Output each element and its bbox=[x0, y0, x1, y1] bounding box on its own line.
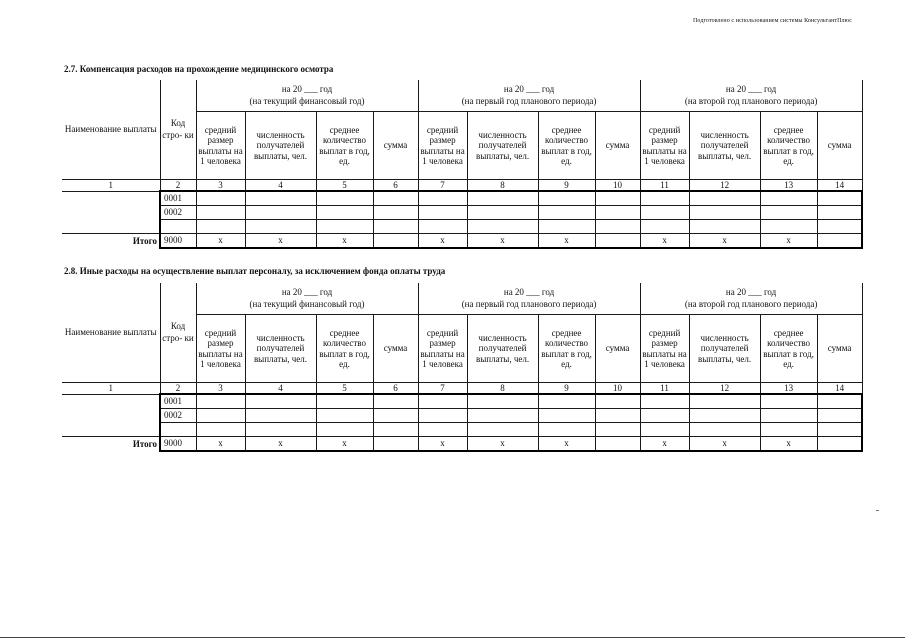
table-row bbox=[62, 206, 862, 220]
total-sum-cell bbox=[595, 437, 640, 452]
column-header-avg-count: среднее количество выплат в год, ед. bbox=[316, 112, 373, 180]
data-cell bbox=[373, 220, 418, 234]
column-number: 13 bbox=[760, 383, 817, 395]
data-cell bbox=[760, 220, 817, 234]
total-x-mark: x bbox=[196, 234, 245, 249]
column-number: 9 bbox=[538, 180, 595, 192]
data-cell bbox=[245, 394, 316, 409]
data-cell bbox=[689, 409, 760, 423]
data-cell bbox=[689, 220, 760, 234]
data-cell bbox=[760, 409, 817, 423]
column-number: 14 bbox=[817, 383, 862, 395]
data-cell bbox=[538, 206, 595, 220]
column-number: 3 bbox=[196, 180, 245, 192]
row-name-cell bbox=[62, 220, 160, 234]
column-number: 4 bbox=[245, 383, 316, 395]
data-cell bbox=[316, 394, 373, 409]
data-cell bbox=[467, 220, 538, 234]
row-name-cell bbox=[62, 206, 160, 220]
row-code-cell: 0002 bbox=[160, 206, 196, 220]
data-cell bbox=[640, 423, 689, 437]
column-number: 11 bbox=[640, 180, 689, 192]
data-cell bbox=[760, 206, 817, 220]
row-code-cell: 0002 bbox=[160, 409, 196, 423]
period-header bbox=[418, 283, 640, 315]
data-cell bbox=[373, 191, 418, 206]
total-x-mark: x bbox=[316, 234, 373, 249]
column-number: 8 bbox=[467, 383, 538, 395]
row-code-cell: 0001 bbox=[160, 394, 196, 409]
column-number: 10 bbox=[595, 383, 640, 395]
column-number: 6 bbox=[373, 180, 418, 192]
column-number: 3 bbox=[196, 383, 245, 395]
column-header-sum: сумма bbox=[817, 112, 862, 180]
row-name-cell bbox=[62, 409, 160, 423]
data-cell bbox=[817, 423, 862, 437]
total-x-mark: x bbox=[689, 437, 760, 452]
row-name-cell bbox=[62, 191, 160, 206]
column-header-code: Код стро- ки bbox=[160, 80, 196, 180]
data-cell bbox=[418, 423, 467, 437]
data-cell bbox=[760, 394, 817, 409]
period-year-label: на 20 ___ год bbox=[503, 84, 555, 95]
column-header-sum: сумма bbox=[373, 315, 418, 383]
period-header bbox=[640, 80, 862, 112]
data-cell bbox=[316, 191, 373, 206]
column-header-avg-count: среднее количество выплат в год, ед. bbox=[760, 112, 817, 180]
data-cell bbox=[595, 394, 640, 409]
column-number: 8 bbox=[467, 180, 538, 192]
column-header-code: Код стро- ки bbox=[160, 283, 196, 383]
total-sum-cell bbox=[817, 437, 862, 452]
column-number: 11 bbox=[640, 383, 689, 395]
data-cell bbox=[538, 220, 595, 234]
data-cell bbox=[817, 191, 862, 206]
data-cell bbox=[595, 206, 640, 220]
data-cell bbox=[418, 409, 467, 423]
period-subtitle: (на первый год планового периода) bbox=[461, 298, 597, 309]
total-label: Итого bbox=[62, 437, 160, 452]
period-subtitle: (на текущий финансовый год) bbox=[249, 298, 365, 309]
data-cell bbox=[538, 409, 595, 423]
data-cell bbox=[245, 191, 316, 206]
total-sum-cell bbox=[817, 234, 862, 249]
data-cell bbox=[538, 191, 595, 206]
data-cell bbox=[467, 191, 538, 206]
data-cell bbox=[467, 409, 538, 423]
data-cell bbox=[196, 409, 245, 423]
total-x-mark: x bbox=[760, 437, 817, 452]
column-header-avg-payment: средний размер выплаты на 1 человека bbox=[418, 112, 467, 180]
period-subtitle: (на второй год планового периода) bbox=[684, 298, 818, 309]
data-cell bbox=[373, 423, 418, 437]
data-cell bbox=[817, 220, 862, 234]
total-x-mark: x bbox=[196, 437, 245, 452]
period-header bbox=[196, 283, 418, 315]
total-label: Итого bbox=[62, 234, 160, 249]
page-header-note: Подготовлено с использованием системы КонсультантПлюс bbox=[693, 18, 852, 24]
section-title: 2.8. Иные расходы на осуществление выплат персоналу, за исключением фонда оплаты труда bbox=[64, 266, 446, 276]
column-header-avg-payment: средний размер выплаты на 1 человека bbox=[640, 315, 689, 383]
data-cell bbox=[196, 220, 245, 234]
column-header-recipients: численность получателей выплаты, чел. bbox=[689, 315, 760, 383]
column-number: 12 bbox=[689, 383, 760, 395]
column-header-avg-payment: средний размер выплаты на 1 человека bbox=[640, 112, 689, 180]
column-header-sum: сумма bbox=[373, 112, 418, 180]
column-number: 13 bbox=[760, 180, 817, 192]
data-cell bbox=[760, 423, 817, 437]
data-cell bbox=[316, 423, 373, 437]
total-x-mark: x bbox=[418, 234, 467, 249]
table-row bbox=[62, 191, 862, 206]
data-cell bbox=[245, 409, 316, 423]
total-x-mark: x bbox=[316, 437, 373, 452]
column-header-recipients: численность получателей выплаты, чел. bbox=[467, 112, 538, 180]
data-cell bbox=[467, 206, 538, 220]
column-header-name: Наименование выплаты bbox=[62, 283, 160, 383]
data-cell bbox=[538, 394, 595, 409]
column-header-avg-payment: средний размер выплаты на 1 человека bbox=[196, 112, 245, 180]
column-number: 5 bbox=[316, 180, 373, 192]
total-sum-cell bbox=[595, 234, 640, 249]
column-number: 5 bbox=[316, 383, 373, 395]
data-cell bbox=[196, 206, 245, 220]
table-row bbox=[62, 409, 862, 423]
total-x-mark: x bbox=[418, 437, 467, 452]
column-header-avg-count: среднее количество выплат в год, ед. bbox=[316, 315, 373, 383]
section-title: 2.7. Компенсация расходов на прохождение медицинского осмотра bbox=[64, 64, 334, 74]
data-cell bbox=[689, 191, 760, 206]
total-x-mark: x bbox=[245, 234, 316, 249]
data-cell bbox=[316, 206, 373, 220]
total-x-mark: x bbox=[467, 234, 538, 249]
total-x-mark: x bbox=[689, 234, 760, 249]
row-code-cell: 0001 bbox=[160, 191, 196, 206]
row-code-cell bbox=[160, 423, 196, 437]
data-cell bbox=[196, 423, 245, 437]
row-name-cell bbox=[62, 423, 160, 437]
data-cell bbox=[418, 220, 467, 234]
column-number: 9 bbox=[538, 383, 595, 395]
total-x-mark: x bbox=[467, 437, 538, 452]
column-header-sum: сумма bbox=[817, 315, 862, 383]
data-cell bbox=[245, 220, 316, 234]
data-cell bbox=[817, 394, 862, 409]
data-cell bbox=[373, 409, 418, 423]
data-cell bbox=[689, 394, 760, 409]
period-year-label: на 20 ___ год bbox=[281, 287, 333, 298]
total-x-mark: x bbox=[538, 437, 595, 452]
total-x-mark: x bbox=[538, 234, 595, 249]
column-header-recipients: численность получателей выплаты, чел. bbox=[245, 112, 316, 180]
period-header bbox=[418, 80, 640, 112]
data-cell bbox=[196, 394, 245, 409]
column-number: 14 bbox=[817, 180, 862, 192]
column-header-sum: сумма bbox=[595, 112, 640, 180]
row-code-cell bbox=[160, 220, 196, 234]
column-header-avg-count: среднее количество выплат в год, ед. bbox=[538, 112, 595, 180]
data-cell bbox=[418, 394, 467, 409]
total-x-mark: x bbox=[760, 234, 817, 249]
period-year-label: на 20 ___ год bbox=[725, 287, 777, 298]
data-cell bbox=[689, 423, 760, 437]
data-cell bbox=[640, 191, 689, 206]
data-cell bbox=[640, 409, 689, 423]
data-cell bbox=[640, 394, 689, 409]
column-header-name: Наименование выплаты bbox=[62, 80, 160, 180]
period-subtitle: (на второй год планового периода) bbox=[684, 95, 818, 106]
data-cell bbox=[640, 220, 689, 234]
total-x-mark: x bbox=[640, 437, 689, 452]
data-cell bbox=[760, 191, 817, 206]
data-cell bbox=[418, 206, 467, 220]
total-x-mark: x bbox=[640, 234, 689, 249]
period-year-label: на 20 ___ год bbox=[725, 84, 777, 95]
data-cell bbox=[595, 220, 640, 234]
period-subtitle: (на текущий финансовый год) bbox=[249, 95, 365, 106]
data-cell bbox=[467, 423, 538, 437]
column-number: 7 bbox=[418, 180, 467, 192]
data-cell bbox=[595, 191, 640, 206]
column-header-recipients: численность получателей выплаты, чел. bbox=[245, 315, 316, 383]
scan-mark bbox=[876, 510, 879, 511]
period-year-label: на 20 ___ год bbox=[281, 84, 333, 95]
column-header-avg-payment: средний размер выплаты на 1 человека bbox=[196, 315, 245, 383]
total-row bbox=[62, 437, 862, 452]
total-sum-cell bbox=[373, 437, 418, 452]
data-cell bbox=[373, 206, 418, 220]
total-x-mark: x bbox=[245, 437, 316, 452]
column-header-avg-payment: средний размер выплаты на 1 человека bbox=[418, 315, 467, 383]
data-cell bbox=[817, 206, 862, 220]
column-number: 2 bbox=[160, 383, 196, 395]
table-row bbox=[62, 394, 862, 409]
column-header-recipients: численность получателей выплаты, чел. bbox=[689, 112, 760, 180]
period-year-label: на 20 ___ год bbox=[503, 287, 555, 298]
data-cell bbox=[689, 206, 760, 220]
data-cell bbox=[418, 191, 467, 206]
data-cell bbox=[640, 206, 689, 220]
data-cell bbox=[817, 409, 862, 423]
page-bottom-edge bbox=[0, 637, 905, 638]
total-code-cell: 9000 bbox=[160, 234, 196, 249]
table-row bbox=[62, 220, 862, 234]
total-code-cell: 9000 bbox=[160, 437, 196, 452]
column-header-recipients: численность получателей выплаты, чел. bbox=[467, 315, 538, 383]
data-cell bbox=[316, 409, 373, 423]
column-number: 1 bbox=[62, 383, 160, 395]
payments-table bbox=[62, 80, 863, 249]
column-number: 4 bbox=[245, 180, 316, 192]
period-header bbox=[640, 283, 862, 315]
data-cell bbox=[595, 409, 640, 423]
data-cell bbox=[467, 394, 538, 409]
column-header-avg-count: среднее количество выплат в год, ед. bbox=[538, 315, 595, 383]
column-number: 2 bbox=[160, 180, 196, 192]
data-cell bbox=[316, 220, 373, 234]
column-number: 6 bbox=[373, 383, 418, 395]
column-number: 1 bbox=[62, 180, 160, 192]
total-sum-cell bbox=[373, 234, 418, 249]
column-header-sum: сумма bbox=[595, 315, 640, 383]
data-cell bbox=[196, 191, 245, 206]
data-cell bbox=[595, 423, 640, 437]
column-header-avg-count: среднее количество выплат в год, ед. bbox=[760, 315, 817, 383]
payments-table bbox=[62, 283, 863, 452]
row-name-cell bbox=[62, 394, 160, 409]
table-row bbox=[62, 423, 862, 437]
period-subtitle: (на первый год планового периода) bbox=[461, 95, 597, 106]
period-header bbox=[196, 80, 418, 112]
data-cell bbox=[538, 423, 595, 437]
column-number: 7 bbox=[418, 383, 467, 395]
data-cell bbox=[373, 394, 418, 409]
data-cell bbox=[245, 423, 316, 437]
column-number: 10 bbox=[595, 180, 640, 192]
column-number: 12 bbox=[689, 180, 760, 192]
total-row bbox=[62, 234, 862, 249]
data-cell bbox=[245, 206, 316, 220]
